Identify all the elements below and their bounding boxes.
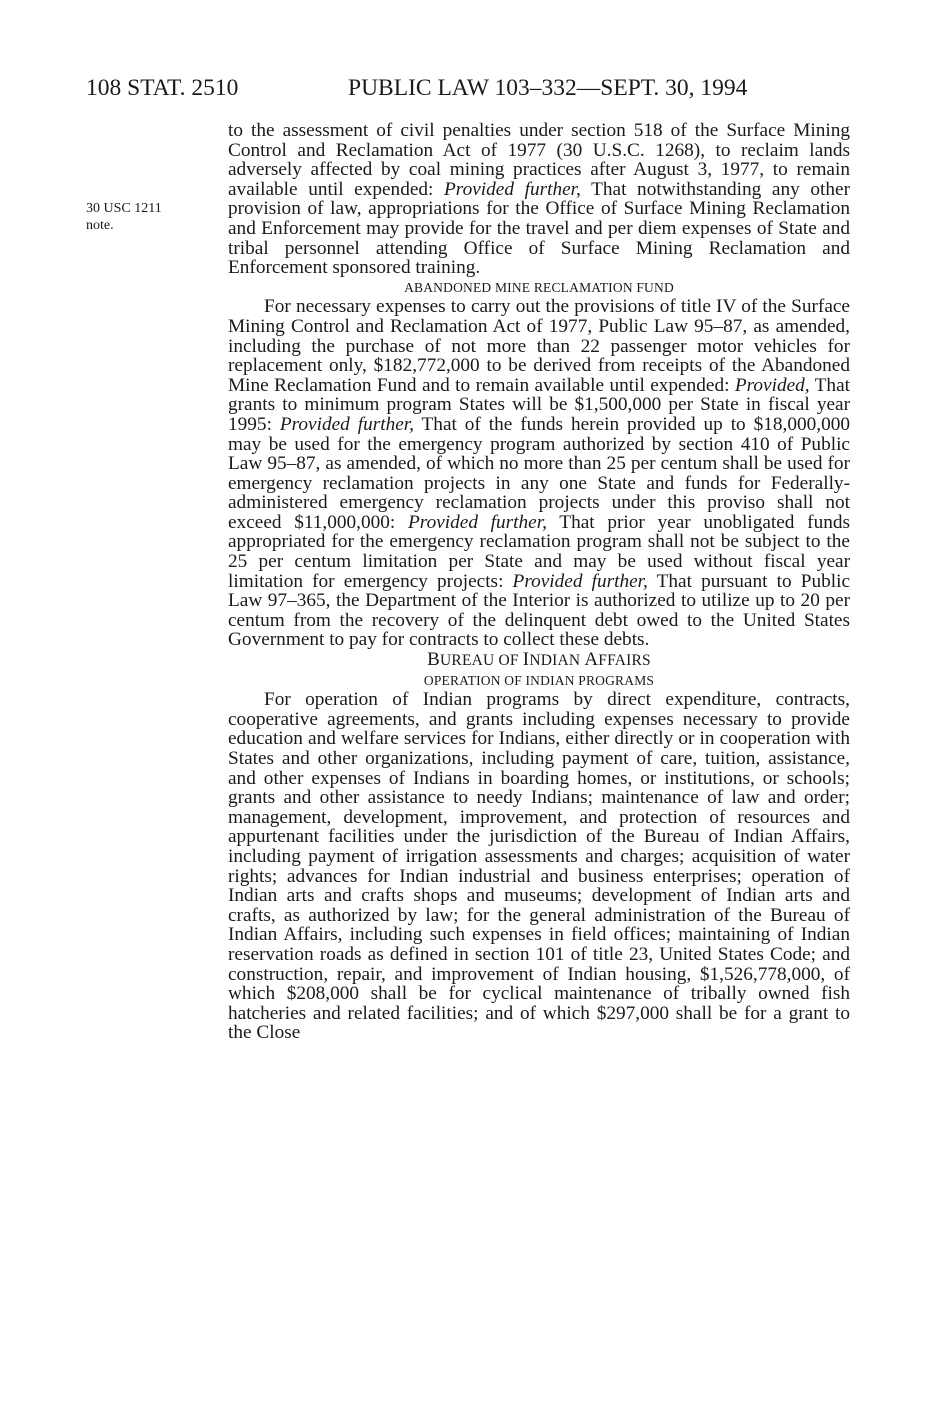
proviso-italic: Provided, — [734, 374, 810, 396]
text-run: For necessary expenses to carry out the provisions of title IV of the Surface Mining Control and Reclamation Act of 1977, Public Law 95–87, as amended, including the purchase of not more than 22 passenger motor vehicles for replacement only, $182,772,000 to be derived from receipts of the Abandoned Mine Reclamation Fund and to remain available until expended: — [228, 296, 850, 396]
agency-heading-bureau-of-indian-affairs — [228, 650, 850, 671]
heading-initial: A — [584, 649, 599, 671]
heading-rest: FFAIRS — [598, 652, 651, 670]
text-run: to the assessment of civil penalties under section 518 of the Surface Mining Control and Reclamation Act of 1977 (30 U.S.C. 1268), to reclaim lands adversely affected by coal mining practices after August 3, 1977, to remain available until expended: — [228, 120, 850, 200]
public-law-citation: PUBLIC LAW 103–332—SEPT. 30, 1994 — [348, 75, 748, 101]
proviso-italic: Provided further, — [444, 178, 581, 200]
section-heading-abandoned-mine: ABANDONED MINE RECLAMATION FUND — [404, 279, 674, 295]
statute-page-number: 108 STAT. 2510 — [86, 75, 239, 101]
proviso-italic: Provided further, — [512, 570, 648, 592]
margin-note-label: note. — [86, 218, 114, 233]
proviso-italic: Provided further, — [408, 511, 547, 533]
proviso-italic: Provided further, — [279, 413, 414, 435]
margin-note — [86, 200, 206, 234]
heading-initial: I — [522, 649, 530, 671]
paragraph-surface-mining-continued — [228, 121, 850, 278]
paragraph-operation-of-indian-programs: For operation of Indian programs by direct expenditure, contracts, cooperative agreements, and grants including expenses necessary to provide education and welfare services for Indians, either directly or in cooperation with States and other organizations, including payment of care, tuition, assistance, and other expenses of Indians in boarding homes, or institutions, or schools; grants and other assistance to needy Indians; maintenance of law and order; management, development, improvement, and protection of resources and appurtenant facilities under the jurisdiction of the Bureau of Indian Affairs, including payment of irrigation assessments and charges; acquisition of water rights; advances for Indian industrial and business enterprises; operation of Indian arts and crafts shops and museums; development of Indian arts and crafts, as authorized by law; for the general administration of the Bureau of Indian Affairs, including such expenses in field offices; maintaining of Indian reservation roads as defined in section 101 of title 23, United States Code; and construction, repair, and improvement of Indian housing, $1,526,778,000, of which $208,000 shall be for cyclical maintenance of tribally owned fish hatcheries and related facilities; and of which $297,000 shall be for a grant to the Close — [228, 689, 850, 1044]
body-text — [228, 121, 850, 1043]
heading-rest: UREAU OF — [440, 652, 523, 670]
heading-initial: B — [427, 649, 441, 671]
text-run: That notwithstanding any other provision of law, appropriations for the Office of Surface Mining Reclamation and Enforcement may provide for the travel and per diem expenses of State and tribal personnel attending Office of Surface Mining Reclamation and Enforcement sponsored training. — [228, 178, 850, 279]
margin-note-citation: 30 USC 1211 — [86, 201, 162, 216]
paragraph-abandoned-mine-fund — [228, 297, 850, 650]
section-heading-operation-of-indian-programs: OPERATION OF INDIAN PROGRAMS — [423, 672, 655, 688]
text-run: That prior year unobligated funds appropriated for the emergency reclamation program shall not be subject to the 25 per centum limitation per State and may be used without fiscal year limitation for emergency projects: — [228, 511, 851, 592]
heading-rest: NDIAN — [529, 652, 585, 670]
text-run: That grants to minimum program States will be $1,500,000 per State in fiscal year 1995: — [228, 374, 850, 435]
text-run: That pursuant to Public Law 97–365, the Department of the Interior is authorized to utilize up to 20 per centum from the recovery of the delinquent debt owed to the United States Government to pay for contracts to collect these debts. — [228, 570, 850, 651]
text-run: That of the funds herein provided up to $18,000,000 may be used for the emergency program authorized by section 410 of Public Law 95–87, as amended, of which no more than 25 per centum shall be used for emergency reclamation projects in any one State and funds for Federally-administered emergency reclamation projects under this proviso shall not exceed $11,000,000: — [228, 413, 851, 533]
